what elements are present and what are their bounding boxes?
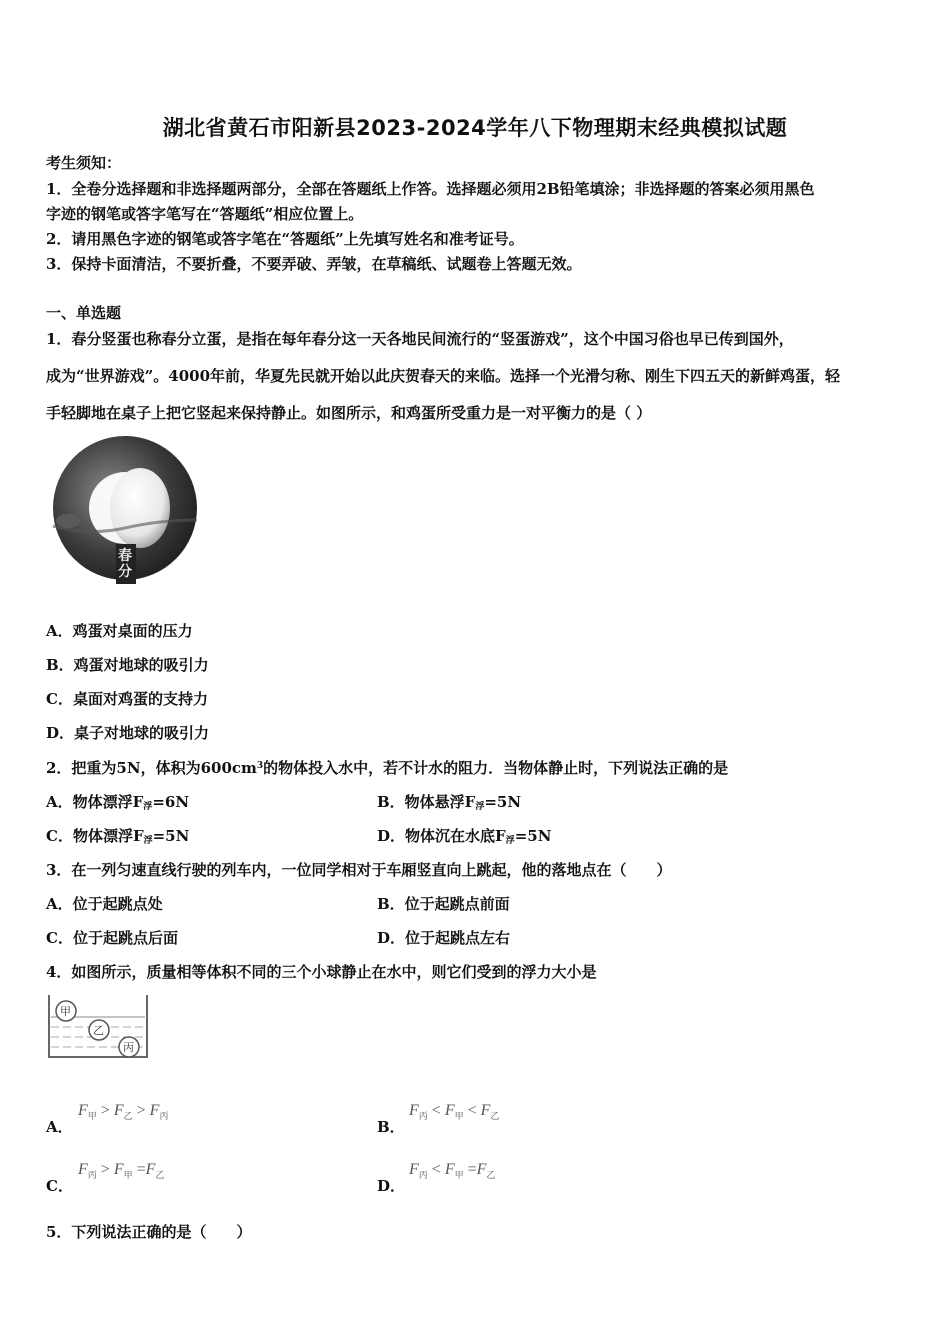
q2-stem bbox=[46, 757, 728, 778]
balls-in-water-figure bbox=[46, 993, 152, 1061]
exam-title: 湖北省黄石市阳新县2023-2024学年八下物理期末经典模拟试题 bbox=[162, 116, 788, 140]
q4-option-a-expression: $F_甲 > F_乙 > F_丙$ bbox=[78, 1102, 169, 1121]
q2-option-a-sub: 浮 bbox=[143, 802, 153, 812]
q4-option-d-expression: $F_丙 < F_甲 =F_乙$ bbox=[409, 1161, 496, 1180]
q4-option-d-label: D． bbox=[377, 1177, 406, 1195]
q2-option-c-text: C．物体漂浮F bbox=[46, 827, 144, 845]
q4-option-b[interactable] bbox=[377, 1102, 677, 1138]
notice-item-1-line-2: 字迹的钢笔或答字笔写在“答题纸”相应位置上。 bbox=[46, 205, 364, 223]
q4-option-a[interactable] bbox=[46, 1102, 346, 1138]
q4-option-c-expression: $F_丙 > F_甲 =F_乙$ bbox=[78, 1161, 165, 1180]
q2-stem-part-1: 2．把重为5N，体积为600cm bbox=[46, 759, 257, 777]
section-heading-single-choice: 一、单选题 bbox=[46, 304, 122, 322]
notice-heading: 考生须知： bbox=[46, 154, 122, 172]
q4-option-d[interactable] bbox=[377, 1161, 677, 1197]
ball-label-bing: 丙 bbox=[123, 1041, 134, 1054]
q2-option-a-text: A．物体漂浮F bbox=[46, 793, 144, 811]
q2-option-b[interactable] bbox=[377, 791, 521, 812]
q1-stem-line-1: 1．春分竖蛋也称春分立蛋，是指在每年春分这一天各地民间流行的“竖蛋游戏”，这个中国习俗也早已传到国外， bbox=[46, 330, 794, 348]
egg-photo bbox=[50, 436, 200, 586]
q2-option-d-text: D．物体沉在水底F bbox=[377, 827, 506, 845]
q2-stem-superscript: 3 bbox=[256, 761, 264, 771]
q2-option-d-value: =5N bbox=[514, 827, 552, 845]
ball-label-yi: 乙 bbox=[93, 1024, 104, 1037]
q3-option-c[interactable]: C．位于起跳点后面 bbox=[46, 929, 178, 947]
notice-item-1-line-1: 1．全卷分选择题和非选择题两部分，全部在答题纸上作答。选择题必须用2B铅笔填涂；非选择题的答案必须用黑色 bbox=[46, 180, 815, 198]
q2-option-b-sub: 浮 bbox=[475, 802, 485, 812]
q4-option-b-expression: $F_丙 < F_甲 < F_乙$ bbox=[409, 1102, 500, 1121]
q5-stem: 5．下列说法正确的是（ ） bbox=[46, 1223, 252, 1241]
q2-option-d[interactable] bbox=[377, 825, 551, 846]
ball-label-jia: 甲 bbox=[60, 1005, 71, 1018]
notice-item-3: 3．保持卡面清洁，不要折叠，不要弄破、弄皱，在草稿纸、试题卷上答题无效。 bbox=[46, 255, 582, 273]
q2-option-c-sub: 浮 bbox=[143, 836, 153, 846]
q2-option-a-value: =6N bbox=[152, 793, 190, 811]
q4-option-b-label: B． bbox=[377, 1118, 405, 1136]
q2-option-b-text: B．物体悬浮F bbox=[377, 793, 476, 811]
q1-stem-line-3: 手轻脚地在桌子上把它竖起来保持静止。如图所示，和鸡蛋所受重力是一对平衡力的是（ ） bbox=[46, 404, 652, 422]
notice-item-2: 2．请用黑色字迹的钢笔或答字笔在“答题纸”上先填写姓名和准考证号。 bbox=[46, 230, 524, 248]
q4-option-c-label: C． bbox=[46, 1177, 73, 1195]
q2-option-a[interactable] bbox=[46, 791, 189, 812]
egg-photo-caption: 春分 bbox=[118, 548, 132, 580]
q2-stem-part-2: 的物体投入水中，若不计水的阻力．当物体静止时，下列说法正确的是 bbox=[263, 759, 729, 777]
q1-option-d[interactable]: D．桌子对地球的吸引力 bbox=[46, 724, 210, 742]
q2-option-b-value: =5N bbox=[484, 793, 522, 811]
q1-option-c[interactable]: C．桌面对鸡蛋的支持力 bbox=[46, 690, 208, 708]
q1-option-b[interactable]: B．鸡蛋对地球的吸引力 bbox=[46, 656, 209, 674]
q1-option-a[interactable]: A．鸡蛋对桌面的压力 bbox=[46, 622, 193, 640]
q2-option-c-value: =5N bbox=[152, 827, 190, 845]
q3-option-d[interactable]: D．位于起跳点左右 bbox=[377, 929, 511, 947]
q4-stem: 4．如图所示，质量相等体积不同的三个小球静止在水中，则它们受到的浮力大小是 bbox=[46, 963, 597, 981]
q3-option-b[interactable]: B．位于起跳点前面 bbox=[377, 895, 510, 913]
q2-option-c[interactable] bbox=[46, 825, 189, 846]
q1-stem-line-2: 成为“世界游戏”。4000年前，华夏先民就开始以此庆贺春天的来临。选择一个光滑匀称、刚生下四五天的新鲜鸡蛋，轻 bbox=[46, 367, 841, 385]
q3-option-a[interactable]: A．位于起跳点处 bbox=[46, 895, 163, 913]
q3-stem: 3．在一列匀速直线行驶的列车内，一位同学相对于车厢竖直向上跳起，他的落地点在（ ） bbox=[46, 861, 672, 879]
q4-option-c[interactable] bbox=[46, 1161, 346, 1197]
q4-option-a-label: A． bbox=[46, 1118, 73, 1136]
q2-option-d-sub: 浮 bbox=[505, 836, 515, 846]
